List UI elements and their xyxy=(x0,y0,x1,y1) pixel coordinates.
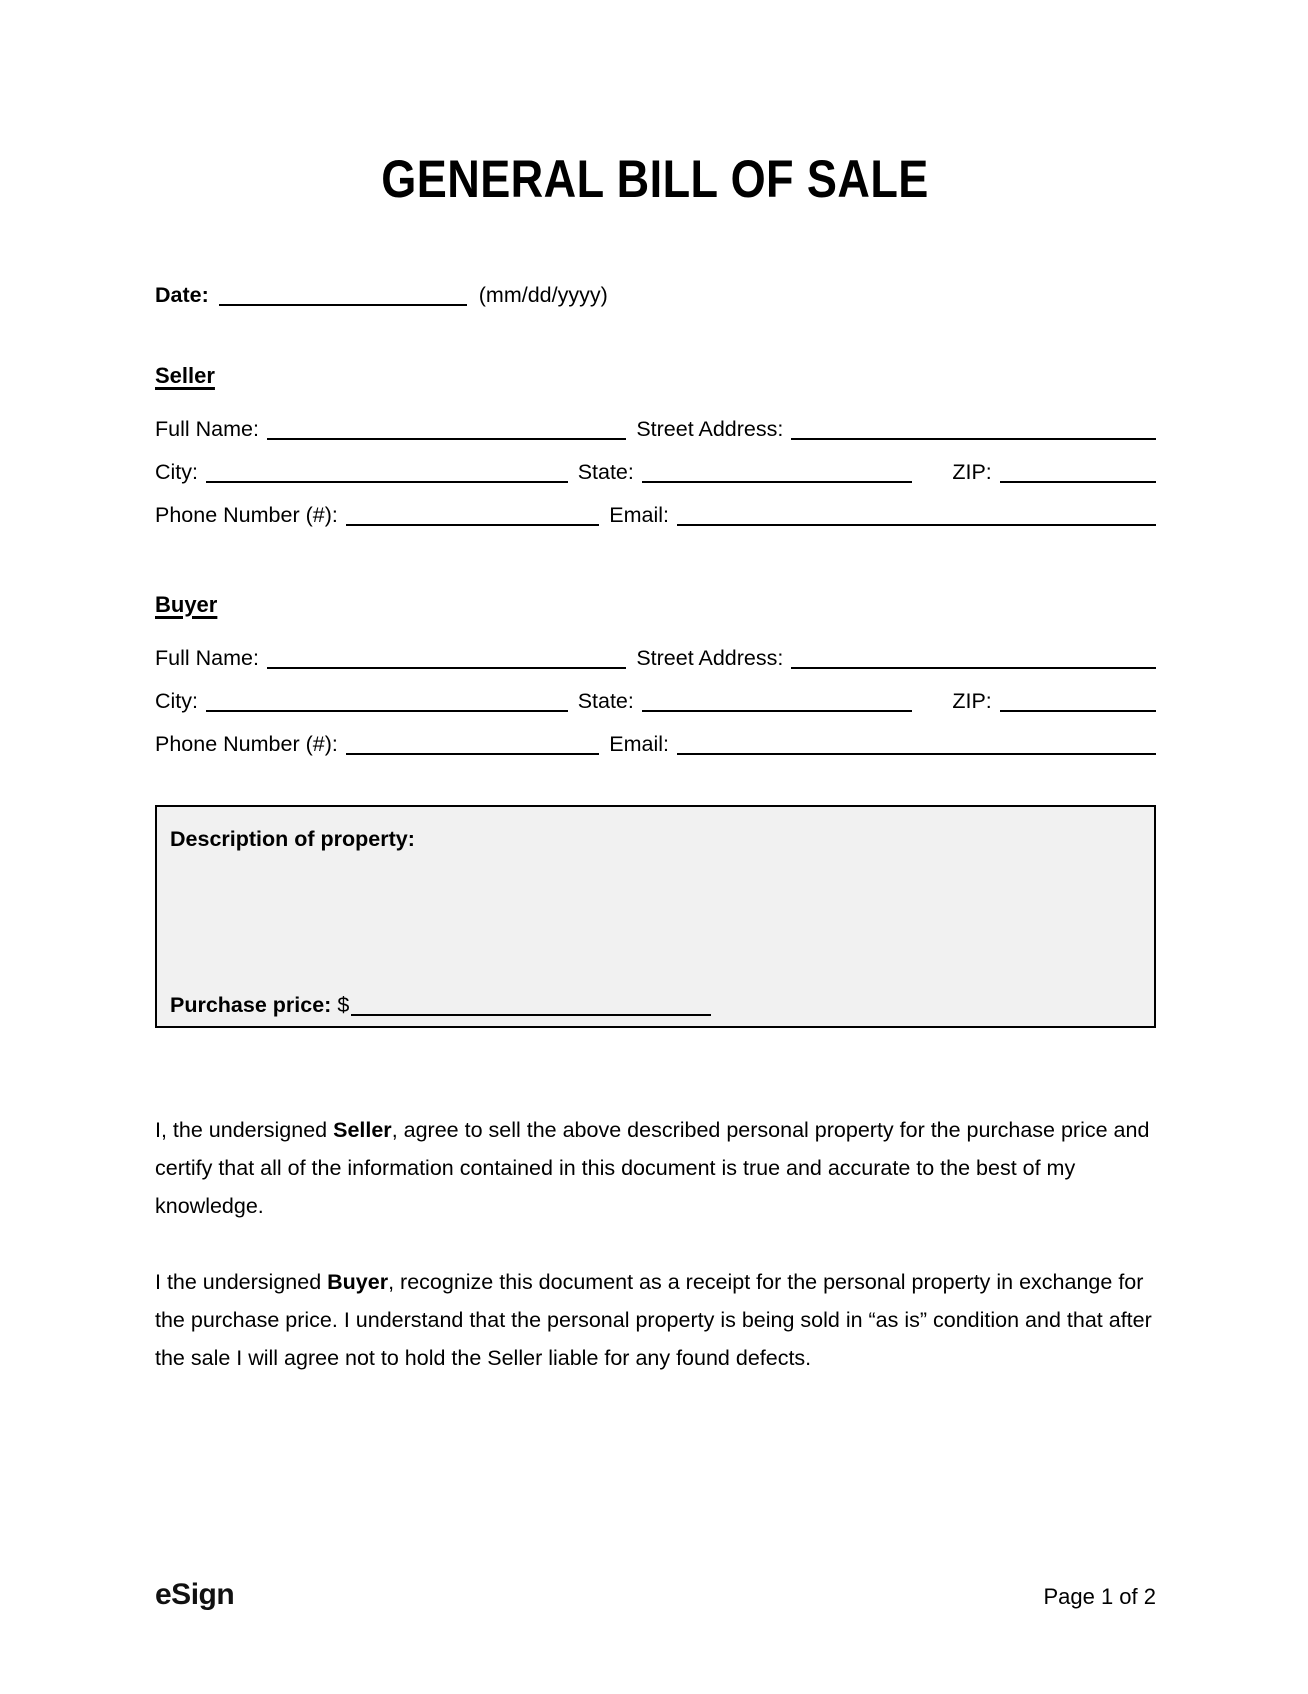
buyer-email-line[interactable] xyxy=(677,753,1156,755)
buyer-full-name-line[interactable] xyxy=(267,667,626,669)
seller-name-address-row xyxy=(155,416,1156,442)
buyer-full-name-label: Full Name: xyxy=(155,646,259,670)
buyer-city-label: City: xyxy=(155,689,198,713)
buyer-state-label: State: xyxy=(577,689,634,713)
buyer-name-address-row xyxy=(155,645,1156,671)
seller-city-state-zip-row xyxy=(155,459,1156,485)
seller-zip-line[interactable] xyxy=(1000,481,1156,483)
description-of-property-label: Description of property: xyxy=(170,827,415,851)
seller-phone-email-row xyxy=(155,502,1156,528)
buyer-phone-line[interactable] xyxy=(346,753,599,755)
date-input-line[interactable] xyxy=(219,304,467,306)
seller-street-address-line[interactable] xyxy=(791,438,1156,440)
buyer-heading-text: Buyer xyxy=(155,592,218,617)
buyer-phone-email-row xyxy=(155,731,1156,757)
seller-phone-label: Phone Number (#): xyxy=(155,503,338,527)
seller-phone-line[interactable] xyxy=(346,524,599,526)
buyer-city-line[interactable] xyxy=(206,710,568,712)
seller-heading-text: Seller xyxy=(155,363,215,388)
seller-statement-paragraph xyxy=(155,1111,1156,1225)
seller-street-address-label: Street Address: xyxy=(636,417,784,441)
seller-email-line[interactable] xyxy=(677,524,1156,526)
seller-city-line[interactable] xyxy=(206,481,568,483)
seller-statement-prefix: I, the undersigned xyxy=(155,1118,334,1142)
seller-zip-label: ZIP: xyxy=(952,460,992,484)
buyer-statement-prefix: I the undersigned xyxy=(155,1270,328,1294)
seller-full-name-line[interactable] xyxy=(267,438,626,440)
page-footer xyxy=(155,1578,1156,1612)
buyer-street-address-label: Street Address: xyxy=(636,646,784,670)
buyer-section-heading xyxy=(155,592,1156,618)
page-indicator: Page 1 of 2 xyxy=(1043,1584,1156,1609)
buyer-zip-line[interactable] xyxy=(1000,710,1156,712)
buyer-email-label: Email: xyxy=(609,732,669,756)
purchase-price-line[interactable] xyxy=(351,1014,711,1016)
seller-state-label: State: xyxy=(577,460,634,484)
buyer-statement-paragraph xyxy=(155,1263,1156,1377)
seller-city-label: City: xyxy=(155,460,198,484)
currency-symbol: $ xyxy=(337,993,350,1017)
page-title-text: GENERAL BILL OF SALE xyxy=(381,150,930,209)
seller-statement-bold: Seller xyxy=(333,1118,392,1142)
seller-state-line[interactable] xyxy=(642,481,912,483)
buyer-city-state-zip-row xyxy=(155,688,1156,714)
buyer-street-address-line[interactable] xyxy=(791,667,1156,669)
date-format-hint: (mm/dd/yyyy) xyxy=(478,283,608,307)
buyer-statement-bold: Buyer xyxy=(327,1270,389,1294)
esign-logo: eSign xyxy=(155,1578,235,1611)
page-title xyxy=(155,150,1156,210)
property-description-box[interactable] xyxy=(155,805,1156,1028)
buyer-statement-rest: , recognize this document as a receipt for the personal property in exchange for the purchase price. I understand that the personal property is being sold in “as is” condition and that after the sale I will agree not to hold the Seller liable for any found defects. xyxy=(155,1270,1152,1370)
buyer-state-line[interactable] xyxy=(642,710,912,712)
date-row xyxy=(155,282,1156,308)
purchase-price-label: Purchase price: xyxy=(170,993,332,1017)
seller-section-heading xyxy=(155,363,1156,389)
purchase-price-row xyxy=(170,992,1138,1018)
date-label: Date: xyxy=(155,283,209,307)
seller-statement-rest: , agree to sell the above described personal property for the purchase price and certify that all of the information contained in this document is true and accurate to the best of my knowledge. xyxy=(155,1118,1150,1218)
seller-full-name-label: Full Name: xyxy=(155,417,259,441)
buyer-zip-label: ZIP: xyxy=(952,689,992,713)
buyer-phone-label: Phone Number (#): xyxy=(155,732,338,756)
seller-email-label: Email: xyxy=(609,503,669,527)
